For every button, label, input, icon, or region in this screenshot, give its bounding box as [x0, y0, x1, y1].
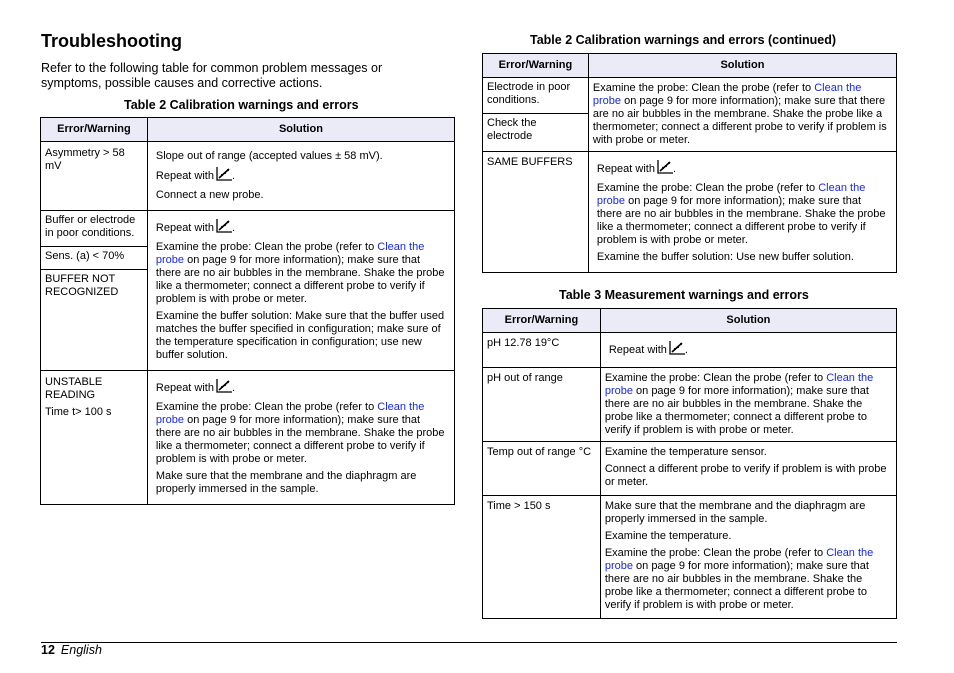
- solution-slope: Slope out of range (accepted values ± 58 mV).: [155, 150, 383, 162]
- error-ph-out: pH out of range: [487, 372, 563, 384]
- error-check-electrode: Check the electrode: [487, 117, 537, 142]
- table-row: Asymmetry > 58 mV Slope out of range (accepted values ± 58 mV). Repeat with . Connect a new probe.: [41, 142, 455, 211]
- col-header-solution: Solution: [147, 118, 454, 142]
- col-header-error: Error/Warning: [483, 309, 601, 333]
- table-row: Time > 150 s Make sure that the membrane and the diaphragm are properly immersed in the sample. Examine the temperature. Examine the probe: Clean the probe (refer to Clean the probe on page 9 for more information); make sure that there are no air bubbles in the membrane. Shake the probe like a thermometer; connect a different probe to verify if problem is with probe or meter.: [483, 496, 897, 619]
- error-electrode-poor: Electrode in poor conditions.: [487, 81, 571, 106]
- col-header-solution: Solution: [588, 54, 896, 78]
- calibration-table-continued: [482, 53, 897, 273]
- col-header-error: Error/Warning: [483, 54, 589, 78]
- footer-language: English: [60, 643, 102, 657]
- table-row: pH out of range Examine the probe: Clean the probe (refer to Clean the probe on page 9 for more information); make sure that there are no air bubbles in the membrane. Shake the probe like a thermometer; connect a different probe to verify if problem is with probe or meter.: [483, 368, 897, 442]
- solution-connect-diff: Connect a different probe to verify if problem is with probe or meter.: [604, 463, 887, 488]
- calibration-icon: [669, 341, 685, 359]
- col-header-error: Error/Warning: [41, 118, 148, 142]
- solution-buffer-examine: Examine the buffer solution: Make sure that the buffer used matches the buffer specified in configuration; make sure of the temperature specification in configuration; use new buffer solution.: [155, 310, 445, 361]
- measurement-table: [482, 308, 897, 619]
- calibration-icon: [216, 167, 232, 185]
- table2c-caption: Table 2 Calibration warnings and errors (continued): [530, 33, 837, 47]
- intro-text: Refer to the following table for common problem messages or symptoms, possible causes and corrective actions.: [41, 61, 383, 90]
- table-row: Electrode in poor conditions. Examine the probe: Clean the probe (refer to Clean the probe on page 9 for more information); make sure that there are no air bubbles in the membrane. Shake the probe like a thermometer; connect a different probe to verify if problem is with probe or meter.: [483, 78, 897, 114]
- table-row: [483, 442, 897, 496]
- solution-membrane: Make sure that the membrane and the diaphragm are properly immersed in the sample.: [155, 470, 417, 495]
- repeat-label: Repeat with: [608, 344, 667, 356]
- clean-probe-link[interactable]: Clean the probe: [604, 372, 874, 397]
- page-footer: [41, 643, 102, 657]
- error-buffer-poor: Buffer or electrode in poor conditions.: [45, 214, 136, 239]
- error-ph-reading: pH 12.78 19°C: [487, 337, 560, 349]
- error-buffer-not: BUFFER NOT RECOGNIZED: [45, 273, 119, 298]
- solution-membrane: Make sure that the membrane and the diaphragm are properly immersed in the sample.: [604, 500, 866, 525]
- table-row: SAME BUFFERS Repeat with . Examine the probe: Clean the probe (refer to Clean the probe on page 9 for more information); make sure that there are no air bubbles in the membrane. Shake the probe like a thermometer; connect a different probe to verify if problem is with probe or meter. Examine the buffer solution: Use new buffer solution.: [483, 152, 897, 273]
- calibration-icon: [216, 219, 232, 237]
- clean-probe-link[interactable]: Clean the probe: [592, 82, 862, 107]
- clean-probe-link[interactable]: Clean the probe: [155, 241, 425, 266]
- repeat-label: Repeat with: [596, 163, 655, 175]
- col-header-solution: Solution: [600, 309, 896, 333]
- table-row: UNSTABLE READING Time t> 100 s Repeat with . Examine the probe: Clean the probe (refer to Clean the probe on page 9 for more information); make sure that there are no air bubbles in the membrane. Shake the probe like a thermometer; connect a different probe to verify if problem is with probe or meter. Make sure that the membrane and the diaphragm are properly immersed in the sample.: [41, 371, 455, 505]
- clean-probe-link[interactable]: Clean the probe: [604, 547, 874, 572]
- footer-divider: [41, 642, 897, 643]
- solution-examine-temp: Examine the temperature.: [604, 530, 732, 542]
- error-asymmetry: Asymmetry > 58 mV: [45, 147, 125, 172]
- repeat-label: Repeat with: [155, 382, 214, 394]
- calibration-icon: [216, 379, 232, 397]
- repeat-label: Repeat with: [155, 222, 214, 234]
- error-time-100: Time t> 100 s: [45, 406, 112, 418]
- table-row: pH 12.78 19°C Repeat with .: [483, 333, 897, 368]
- solution-connect-new: Connect a new probe.: [155, 189, 264, 201]
- table3-caption: Table 3 Measurement warnings and errors: [559, 288, 809, 302]
- error-unstable: UNSTABLE READING: [45, 376, 103, 401]
- calibration-icon: [657, 160, 673, 178]
- solution-buffer-new: Examine the buffer solution: Use new buffer solution.: [596, 251, 854, 263]
- error-sens: Sens. (a) < 70%: [45, 250, 125, 262]
- error-time-150: Time > 150 s: [487, 500, 551, 512]
- solution-examine-sensor: Examine the temperature sensor.: [604, 446, 767, 458]
- error-temp-out: Temp out of range °C: [487, 446, 592, 458]
- table2-caption: Table 2 Calibration warnings and errors: [124, 98, 359, 112]
- error-same-buffers: SAME BUFFERS: [487, 156, 573, 168]
- clean-probe-link[interactable]: Clean the probe: [155, 401, 425, 426]
- repeat-label: Repeat with: [155, 170, 214, 182]
- page-title: Troubleshooting: [41, 31, 182, 51]
- table-row: Buffer or electrode in poor conditions. Repeat with . Examine the probe: Clean the probe (refer to Clean the probe on page 9 for more information); make sure that there are no air bubbles in the membrane. Shake the probe like a thermometer; connect a different probe to verify if problem is with probe or meter. Examine the buffer solution: Make sure that the buffer used matches the buffer specified in configuration; make sure of the temperature specification in configuration; use new buffer solution.: [41, 211, 455, 247]
- clean-probe-link[interactable]: Clean the probe: [596, 182, 866, 207]
- page-number: 12: [41, 643, 55, 657]
- calibration-table: [40, 117, 455, 505]
